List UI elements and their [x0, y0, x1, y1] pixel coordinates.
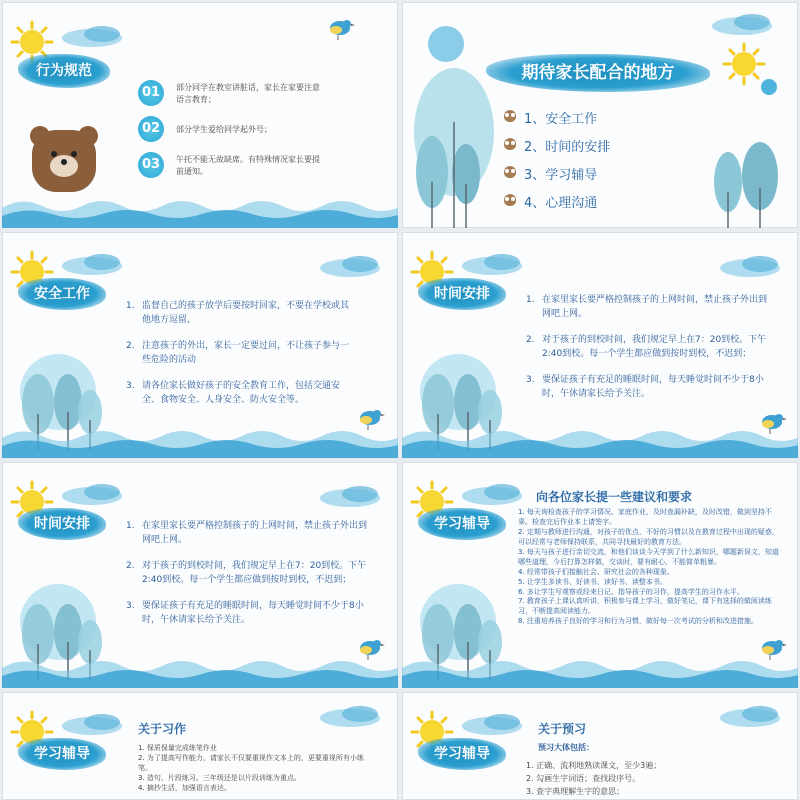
slide-title: 时间安排 [418, 278, 506, 310]
list-item: 3. 要保证孩子有充足的睡眠时间，每天睡觉时间不少于8小时，午休请家长给予关注。 [526, 374, 764, 399]
writing-line: 4. 摘抄生活，加强语言表达。 [138, 783, 231, 792]
slide-time-arrangement[interactable] [402, 232, 798, 458]
owl-icon [504, 166, 516, 178]
section-subheading: 预习大体包括： [538, 743, 594, 752]
menu-item-safety[interactable] [524, 108, 597, 127]
list-item: 3. 请各位家长做好孩子的安全教育工作，包括交通安全、食物安全、人身安全、防火安全等。 [126, 380, 341, 405]
list-item: 1. 在家里家长要严格控制孩子的上网时间，禁止孩子外出到网吧上网。 [126, 521, 368, 545]
cloud-icon [462, 712, 522, 736]
bird-icon [320, 8, 360, 48]
menu-item-study[interactable] [524, 164, 597, 183]
slide-title: 时间安排 [18, 508, 106, 540]
suggestion-line: 6. 多让学生写观察或经来日记，指导孩子的习作，提高学生的习作水平。 [518, 587, 744, 596]
writing-line: 2. 为了提高写作能力，请家长不仅要重视作文本上的，更要重视所有小练笔。 [138, 753, 364, 772]
slide-behavior[interactable] [2, 2, 398, 228]
blue-moon-icon [424, 22, 468, 66]
item-number: 03 [138, 152, 164, 178]
wave-decoration [402, 418, 798, 458]
writing-line: 1. 保质保量完成练笔作业 [138, 744, 217, 752]
suggestion-line: 2. 定期与教师进行沟通，对孩子的优点、不好的习惯以及在教育过程中出现的疑惑，可以经常与老师保持联系，共同寻找最好的教育方法。 [518, 527, 779, 546]
blue-dot-icon [758, 76, 780, 98]
slide-safety[interactable] [2, 232, 398, 458]
slide-parent-cooperation[interactable] [402, 2, 798, 228]
preview-line: 3. 查字典理解生字的意思； [526, 786, 625, 796]
suggestion-line: 7. 教育孩子上课认真听讲，积极参与课上学习，做好笔记，课下有选择的做阅读练习，不断提高阅读能力。 [518, 597, 772, 616]
cloud-icon [320, 704, 390, 728]
tree-illustration [402, 62, 512, 228]
slide-title: 学习辅导 [418, 738, 506, 770]
menu-item-time[interactable] [524, 136, 610, 155]
preview-line: 2. 勾画生字词语；查找段序号。 [526, 773, 641, 783]
cloud-icon [320, 484, 390, 508]
list-item: 3. 要保证孩子有充足的睡眠时间，每天睡觉时间不少于8小时，午休请家长给予关注。 [126, 600, 364, 625]
item-number: 02 [138, 116, 164, 142]
suggestion-list [518, 508, 782, 627]
writing-list [138, 744, 364, 794]
slide-study-guidance[interactable] [402, 462, 798, 688]
slide-title: 安全工作 [18, 278, 106, 310]
tree-illustration [698, 142, 798, 228]
wave-decoration [2, 648, 398, 688]
section-heading: 向各位家长提一些建议和要求 [536, 490, 693, 504]
owl-icon [504, 138, 516, 150]
preview-list [526, 760, 756, 798]
menu-item-label: 4、心理沟通 [524, 196, 598, 211]
section-heading: 关于习作 [138, 722, 187, 736]
cloud-icon [62, 712, 122, 736]
cloud-icon [62, 24, 122, 48]
slide-title: 学习辅导 [18, 738, 106, 770]
list-item: 1. 在家里家长要严格控制孩子的上网时间，禁止孩子外出到网吧上网。 [526, 295, 768, 319]
cloud-icon [720, 254, 790, 278]
cloud-icon [712, 12, 778, 38]
cloud-icon [320, 254, 390, 278]
owl-icon [504, 194, 516, 206]
suggestion-line: 5. 让学生多读书、好读书、读好书、读整本书。 [518, 577, 667, 586]
menu-item-communication[interactable] [524, 192, 597, 211]
wave-decoration [2, 418, 398, 458]
cloud-icon [62, 482, 122, 506]
list-item: 2. 对于孩子的到校时间，我们规定早上在7：20到校。下午2:40到校。每一个学生都应做到按时到校，不迟到； [126, 560, 367, 585]
preview-line: 1. 正确、流利地熟读课文，至少3遍； [526, 761, 662, 770]
slide-study-guidance-writing[interactable] [2, 692, 398, 800]
wave-decoration [2, 188, 398, 228]
list-item: 2. 对于孩子的到校时间，我们规定早上在7：20到校。下午2:40到校。每一个学生都应做到按时到校，不迟到； [526, 334, 767, 359]
bear-icon [26, 122, 102, 198]
item-number: 01 [138, 80, 164, 106]
section-heading: 关于预习 [538, 722, 587, 736]
cloud-icon [62, 252, 122, 276]
owl-icon [504, 110, 516, 122]
menu-item-label: 1、安全工作 [524, 112, 598, 127]
wave-decoration [402, 648, 798, 688]
suggestion-line: 8. 注重培养孩子良好的学习和行为习惯，做好每一次考试的分析和改进措施。 [518, 617, 758, 626]
slide-title: 行为规范 [18, 54, 110, 88]
item-text: 午托不能无故缺席。有特殊情况家长要提前通知。 [176, 155, 320, 176]
writing-line: 3. 造句、片段练习。三年级还是以片段训练为重点。 [138, 773, 301, 782]
slide-study-guidance-preview[interactable] [402, 692, 798, 800]
menu-item-label: 3、学习辅导 [524, 168, 598, 183]
slide-title: 期待家长配合的地方 [486, 54, 710, 92]
list-item: 1. 监督自己的孩子放学后要按时回家，不要在学校或其他地方逗留， [126, 301, 350, 325]
suggestion-line: 4. 经常带孩子们接触社会、研究社会的各种现象。 [518, 567, 674, 576]
list-item: 2. 注意孩子的外出，家长一定要过问，不让孩子参与一些危险的活动 [126, 340, 350, 365]
slide-title: 学习辅导 [418, 508, 506, 540]
cloud-icon [462, 252, 522, 276]
item-text: 部分同学在教室讲脏话，家长在家要注意语言教育； [176, 83, 320, 104]
cloud-icon [462, 482, 522, 506]
suggestion-line: 1. 每天询检查孩子的学习情况、家庭作业，及时查漏补缺，及时改错，做到坚持不辜。检查完后作业本上请签字。 [518, 508, 772, 526]
cloud-icon [720, 704, 790, 728]
menu-item-label: 2、时间的安排 [524, 140, 611, 155]
suggestion-line: 3. 每天与孩子进行亲切交流，和他们谈谈今天学到了什么新知识，哪题新误文，知道哪些道理，今后打算怎样做，交谈时，要有耐心，不能简单粗暴。 [518, 547, 779, 566]
slide-time-arrangement[interactable] [2, 462, 398, 688]
item-text: 部分学生爱给同学起外号； [176, 125, 272, 134]
